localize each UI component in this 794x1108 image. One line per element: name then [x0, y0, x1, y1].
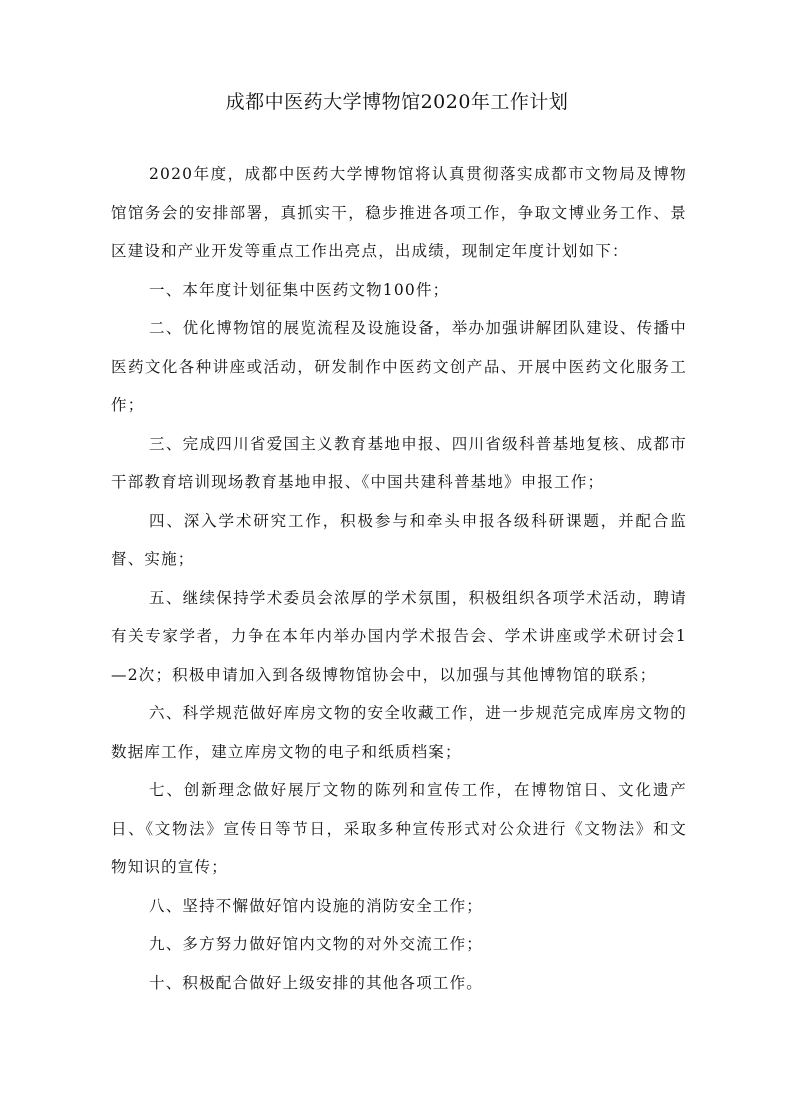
page-title: 成都中医药大学博物馆2020年工作计划 — [225, 91, 569, 113]
plan-item-3: 三、完成四川省爱国主义教育基地申报、四川省级科普基地复核、成都市干部教育培训现场教育基地申报、《中国共建科普基地》申报工作； — [111, 434, 687, 491]
plan-item-10: 十、积极配合做好上级安排的其他各项工作。 — [149, 973, 484, 992]
plan-item-1: 一、本年度计划征集中医药文物100件； — [149, 280, 450, 299]
plan-item-9: 九、多方努力做好馆内文物的对外交流工作； — [149, 935, 484, 953]
plan-item-4: 四、深入学术研究工作，积极参与和牵头申报各级科研课题，并配合监督、实施； — [111, 511, 687, 568]
plan-item-6: 六、科学规范做好库房文物的安全收藏工作，进一步规范完成库房文物的数据库工作，建立库房文物的电子和纸质档案； — [111, 704, 687, 761]
intro-paragraph: 2020年度，成都中医药大学博物馆将认真贯彻落实成都市文物局及博物馆馆务会的安排部署，真抓实干，稳步推进各项工作，争取文博业务工作、景区建设和产业开发等重点工作出亮点，出成绩，现制定年度计划如下： — [111, 165, 687, 260]
plan-item-2: 二、优化博物馆的展览流程及设施设备，举办加强讲解团队建设、传播中医药文化各种讲座或活动，研发制作中医药文创产品、开展中医药文化服务工作； — [111, 319, 687, 414]
document-body — [111, 155, 687, 1002]
plan-item-5: 五、继续保持学术委员会浓厚的学术氛围，积极组织各项学术活动，聘请有关专家学者，力争在本年内举办国内学术报告会、学术讲座或学术研讨会1—2次；积极申请加入到各级博物馆协会中，以加强与其他博物馆的联系； — [111, 588, 687, 684]
plan-item-7: 七、创新理念做好展厅文物的陈列和宣传工作，在博物馆日、文化遗产日、《文物法》宣传日等节日，采取多种宣传形式对公众进行《文物法》和文物知识的宣传； — [111, 781, 687, 876]
plan-item-8: 八、坚持不懈做好馆内设施的消防安全工作； — [149, 896, 484, 915]
